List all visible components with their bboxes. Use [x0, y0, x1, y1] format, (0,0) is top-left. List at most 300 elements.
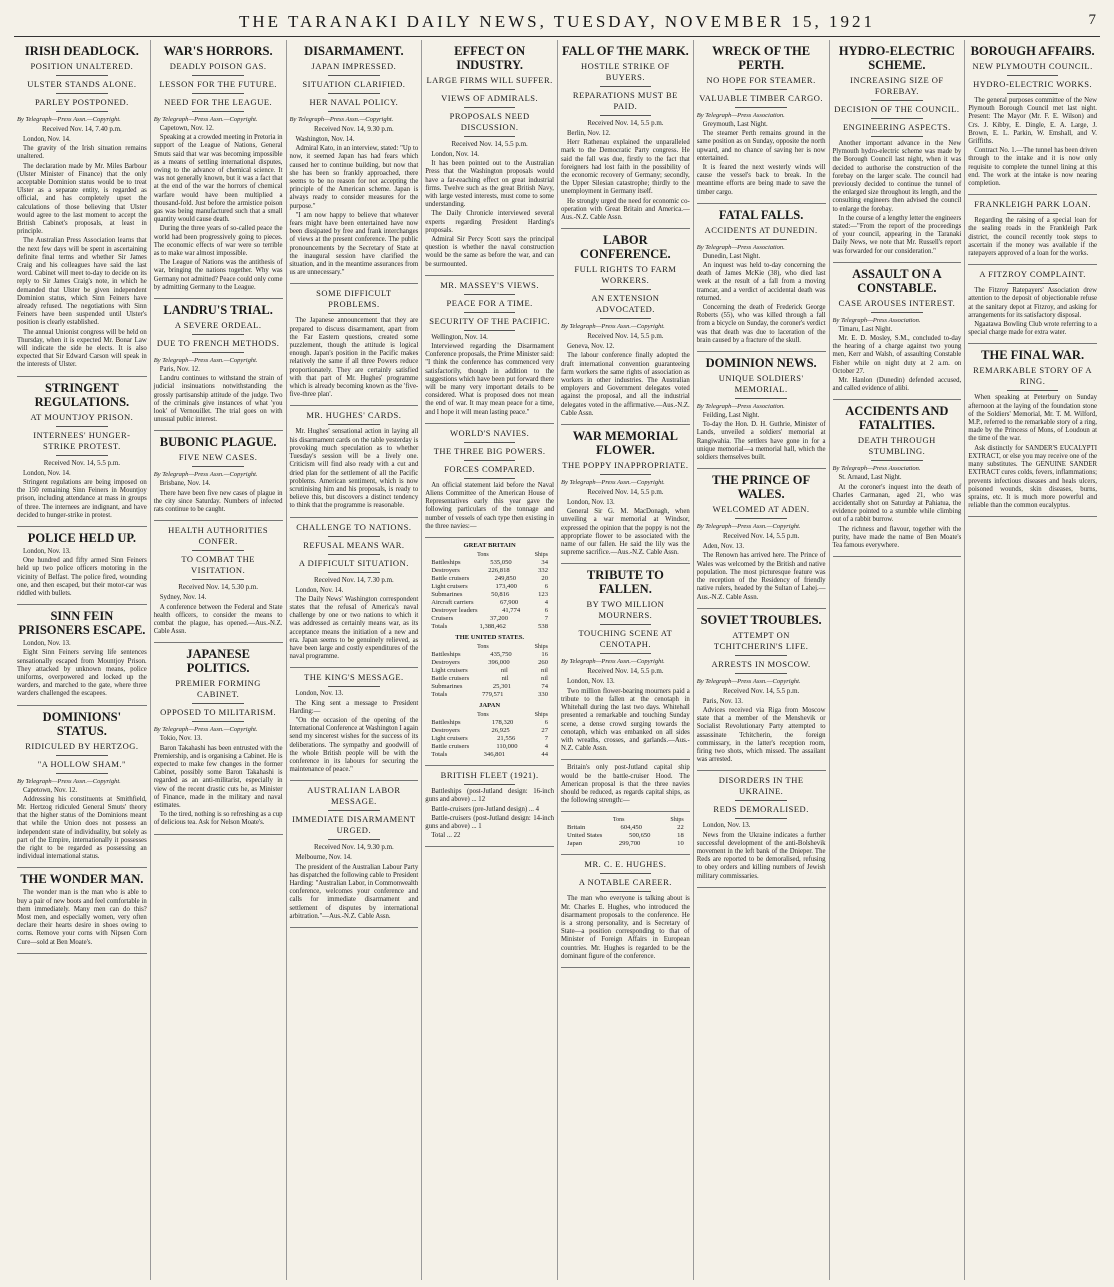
article-subheading: RIDICULED BY HERTZOG.	[25, 740, 139, 751]
article-body	[17, 640, 147, 698]
divider-rule	[464, 442, 516, 443]
article-body	[17, 136, 147, 370]
divider-rule	[600, 653, 652, 654]
fleet-cell: 4	[544, 743, 548, 751]
article-separator	[833, 556, 962, 557]
divider-rule	[192, 579, 244, 580]
article-separator	[425, 537, 554, 538]
fleet-header: Ships	[534, 712, 548, 719]
article-separator	[561, 424, 690, 425]
fleet-cell: Light cruisers	[431, 583, 468, 591]
article-paragraph: The Renown has arrived here. The Prince of Wales was welcomed by the British and native population. The most picturesque feature was the reception of the Residency of friendly native rulers, headed by the Sultan of Lahej.—Aus.-N.Z. Cable Assn.	[696, 552, 826, 601]
ratio-cell: United States	[567, 832, 603, 840]
article-separator	[561, 228, 690, 229]
fleet-cell: 249,850	[494, 575, 516, 583]
article-paragraph: An official statement laid before the Naval Aliens Committee of the American House of Representatives early this year gave the following particulars of the tonnage and number of vessels of each type then existing in the three navies:—	[425, 481, 554, 530]
fleet-cell: 346,801	[483, 751, 506, 759]
article-body	[290, 428, 419, 510]
article-body	[290, 690, 419, 774]
divider-rule	[192, 352, 244, 353]
article-subheading: FULL RIGHTS TO FARM WORKERS.	[574, 264, 677, 286]
article-body	[290, 317, 419, 399]
fleet-row	[431, 607, 548, 615]
divider-rule	[56, 426, 108, 427]
fleet-row	[431, 591, 548, 599]
article-paragraph: During the three years of so-called peace the world had been progressively going to pieces. The economic effects of war were so terrible as to make war almost impossible.	[153, 225, 283, 258]
fleet-row	[431, 559, 548, 567]
article-separator	[425, 765, 554, 766]
article-paragraph: The King sent a message to President Harding:—	[289, 699, 419, 715]
masthead	[14, 10, 1100, 37]
divider-rule	[735, 107, 787, 108]
article-subheading: THE POPPY INAPPROPRIATE.	[562, 460, 689, 471]
received-time: Received Nov. 14, 5.5 p.m.	[587, 332, 664, 341]
article-body	[561, 130, 690, 222]
article-headline: LANDRU'S TRIAL.	[163, 303, 273, 318]
article-byline: By Telegraph—Press Assn.—Copyright.	[696, 677, 801, 685]
article-separator	[154, 298, 283, 299]
fleet-cell: Submarines	[431, 591, 463, 599]
article-paragraph: London, Nov. 13.	[567, 678, 615, 686]
article-paragraph: Aden, Nov. 13.	[702, 543, 745, 551]
divider-rule	[192, 721, 244, 722]
divider-rule	[328, 111, 380, 112]
article-subheading: WELCOMED AT ADEN.	[712, 504, 810, 515]
article-paragraph: The annual Unionist congress will be held on Thursday, when it is expected Mr. Bonar Law will indicate the side he elects. It is also expected that Sir Edward Carson will speak in the interests of Ulster.	[17, 328, 147, 369]
article-paragraph: The Daily News' Washington correspondent states that the refusal of America's naval challenge by one or two nations to which it was addressed as certainly means war, as its acceptance means the initiation of a new and era. Japan seems to be genuinely relieved, as have been large and costly expenditures of the naval programme.	[289, 595, 419, 661]
article	[17, 531, 147, 598]
article	[425, 428, 554, 531]
article-paragraph: Speaking at a crowded meeting in Pretoria in support of the League of Nations, General Smuts said that war was becoming impossible as a means of settling international disputes, owing to the advance of chemical science. It was not generally known, but it was a fact that at the end of the war the horrors of chemical warfare would have been multiplied a thousand-fold. Just before the armistice poison gas was being manufactured such that a small quantity would cause death.	[153, 134, 283, 224]
received-time: Received Nov. 14, 9.30 p.m.	[313, 843, 394, 852]
article	[968, 199, 1097, 258]
fleet-cell: 16	[541, 651, 548, 659]
article-separator	[968, 343, 1097, 344]
article	[561, 44, 690, 222]
article-paragraph: London, Nov. 14.	[295, 586, 344, 594]
article-paragraph: The labour conference finally adopted the draft international convention guaranteeing farm workers the same rights of association as workers in other industries. The Australian employers and Government delegates voted against the proposal, and all the industrial delegates voted in the affirmative.—Aus.-N.Z. Cable Assn.	[561, 352, 690, 417]
column-2	[150, 40, 286, 1280]
article-body	[154, 366, 283, 424]
article-subheading: AN EXTENSION ADVOCATED.	[591, 293, 660, 315]
divider-rule	[56, 455, 108, 456]
article-paragraph: Paris, Nov. 12.	[159, 366, 200, 374]
fleet-cell: 110,000	[496, 743, 518, 751]
divider-rule	[328, 810, 380, 811]
article-subheading: SECURITY OF THE PACIFIC.	[429, 315, 551, 326]
article-paragraph: Greymouth, Last Night.	[702, 121, 768, 128]
column-4	[421, 40, 557, 1280]
article-headline: TRIBUTE TO FALLEN.	[586, 568, 664, 597]
article-paragraph: One hundred and fifty armed Sinn Feiners held up two police officers motoring in the vicinity of Belfast. The police fired, wounding one, and then escaped, but their motor-car was riddled with bullets.	[17, 557, 147, 597]
fleet-cell: 538	[538, 623, 548, 631]
fleet-cell: Battle cruisers	[431, 743, 470, 751]
received-time: Received Nov. 14, 5.5 p.m.	[722, 686, 800, 695]
article-separator	[425, 846, 554, 847]
article-subheading: CHALLENGE TO NATIONS.	[296, 521, 412, 532]
fleet-cell: 330	[538, 691, 548, 699]
article	[425, 280, 554, 417]
article-subheading: REDS DEMORALISED.	[713, 804, 809, 815]
fleet-row	[431, 667, 548, 675]
article-separator	[561, 854, 690, 855]
fleet-header: Tons	[477, 644, 489, 651]
fleet-cell: 20	[541, 575, 548, 583]
article-separator	[561, 759, 690, 760]
article-subheading: INCREASING SIZE OF FOREBAY.	[850, 75, 944, 96]
article-paragraph: When speaking at Peterbury on Sunday afternoon at the laying of the foundation stone of the Soldiers' Memorial, Mr. T. M. Wilford, M.P., referred to the remarkable story of a ring, made by the Princess of Mons, of Loudoun at the time of the war.	[968, 394, 1097, 443]
article-paragraph: To-day the Hon. D. H. Guthrie, Minister of Lands, unveiled a soldiers' memorial at Rangiwahia. The settlers have gone in for a unique memorial—a memorial hall, which the soldiers themselves built.	[696, 421, 826, 462]
fleet-cell: Destroyers	[431, 567, 460, 575]
divider-rule	[464, 330, 516, 331]
fleet-cell: 26,925	[491, 727, 510, 735]
article-headline: THE WONDER MAN.	[20, 872, 144, 887]
fleet-cell: 332	[538, 567, 548, 575]
article-paragraph: Contract No. 1.—The tunnel has been driven through to the intake and it is now only requisite to complete the tunnel lining at this end. The work at the intake is now nearing completion.	[968, 147, 1097, 188]
column-6	[693, 40, 829, 1280]
ratio-cell: 500,650	[629, 832, 651, 840]
article-separator	[290, 405, 419, 406]
article-headline: DOMINION NEWS.	[705, 356, 817, 371]
divider-rule	[735, 518, 787, 519]
article-body	[697, 253, 826, 345]
article	[17, 872, 147, 946]
article-headline: IRISH DEADLOCK.	[24, 44, 139, 58]
article-byline: By Telegraph—Press Association.	[696, 403, 785, 411]
article	[17, 381, 147, 520]
divider-rule	[192, 466, 244, 467]
article-paragraph: Battle-cruisers (pre-Jutland design) ... 4	[431, 805, 540, 813]
article-headline: WAR MEMORIAL FLOWER.	[572, 429, 678, 458]
article-paragraph: London, Nov. 13.	[702, 822, 751, 830]
divider-rule	[328, 424, 380, 425]
fleet-cell: nil	[541, 675, 548, 683]
article-paragraph: The Daily Chronicle interviewed several experts regarding President Harding's proposals.	[425, 210, 554, 234]
article-subheading: BRITISH FLEET (1921).	[440, 770, 539, 781]
divider-rule	[735, 818, 787, 819]
article-subheading: NEED FOR THE LEAGUE.	[164, 97, 273, 107]
article-paragraph: Concerning the death of Frederick George Roberts (55), who was killed through a fall from a bicycle on Sunday, the coroner's verdict was that death was due to laceration of the brain caused by a fracture of the skull.	[696, 304, 826, 344]
article-paragraph: Mr. E. D. Mosley, S.M., concluded to-day the hearing of a charge against two young men, Kerr and Walsh, of assaulting Constable Fisher while on night duty at 2 a.m. on October 27.	[832, 335, 962, 375]
article-body	[561, 678, 690, 753]
received-time: Received Nov. 14, 7.30 p.m.	[313, 575, 394, 584]
article	[561, 568, 690, 753]
fleet-cell: Cruisers	[431, 615, 454, 623]
article-body	[561, 764, 690, 805]
divider-rule	[56, 111, 108, 112]
article-subheading: HOSTILE STRIKE OF BUYERS.	[580, 61, 670, 82]
article-body	[833, 326, 962, 394]
article-body	[968, 287, 1097, 337]
article-paragraph: Wellington, Nov. 14.	[431, 333, 488, 341]
article-body	[833, 140, 962, 256]
article-subheading: ENGINEERING ASPECTS.	[842, 122, 951, 132]
article-separator	[17, 604, 147, 605]
fleet-cell: 25,301	[492, 683, 511, 691]
fleet-cell: 535,050	[490, 559, 512, 567]
divider-rule	[871, 100, 923, 101]
divider-rule	[600, 318, 652, 319]
article-paragraph: Washington, Nov. 14.	[295, 136, 355, 143]
article-subheading: REPARATIONS MUST BE PAID.	[572, 90, 678, 111]
article-subheading: LARGE FIRMS WILL SUFFER.	[426, 75, 553, 85]
article-paragraph: The richness and flavour, together with the purity, have made the name of Ben Moate's Tea famous everywhere.	[832, 525, 962, 550]
article-subheading: FORCES COMPARED.	[444, 463, 536, 474]
article-subheading: HYDRO-ELECTRIC WORKS.	[973, 79, 1093, 89]
fleet-cell: Totals	[431, 623, 448, 631]
article-headline: THE PRINCE OF WALES.	[712, 473, 811, 502]
article	[290, 785, 419, 921]
article-subheading: DEATH THROUGH STUMBLING.	[857, 435, 936, 457]
article-paragraph: Herr Rathenau explained the unparalleled mark to the Democratic Party congress. He said the fall was due, firstly to the fact that foreigners had lost faith in the possibility of the economic recovery of Germany; secondly, the Upper Silesian catastrophe; thirdly to the unemployment in Germany itself.	[561, 139, 690, 196]
divider-rule	[735, 673, 787, 674]
article	[697, 44, 826, 197]
article	[697, 473, 826, 601]
article-separator	[833, 262, 962, 263]
divider-rule	[464, 312, 516, 313]
fleet-cell: Destroyers	[431, 727, 460, 735]
fleet-cell: Aircraft carriers	[431, 599, 474, 607]
fleet-row	[431, 575, 548, 583]
article-paragraph: In the course of a lengthy letter the engineers stated:—"From the report of the proceedings of your council, appearing in the Taranaki Daily News, we note that Mr. Russell's report was forwarded for our consideration."	[832, 214, 962, 255]
divider-rule	[464, 107, 516, 108]
article	[425, 44, 554, 269]
ratio-header: Tons	[612, 817, 625, 824]
article-separator	[290, 283, 419, 284]
fleet-cell: Battleships	[431, 651, 461, 659]
article	[17, 609, 147, 698]
received-time: Received Nov. 14, 5.5 p.m.	[722, 532, 800, 541]
article-subheading: ACCIDENTS AT DUNEDIN.	[704, 224, 818, 235]
article-paragraph: Regarding the raising of a special loan for the sealing roads in the Frankleigh Park district, the council recently took steps to ascertain if the money was available if the ratepayers approved of a loan for the works.	[968, 217, 1097, 258]
article-byline: By Telegraph—Press Association.	[832, 465, 921, 473]
article-body	[425, 334, 554, 417]
article-separator	[290, 517, 419, 518]
article-subheading: "A HOLLOW SHAM."	[37, 758, 126, 769]
divider-rule	[192, 703, 244, 704]
article-paragraph: London, Nov. 14.	[431, 151, 479, 158]
article-byline: By Telegraph—Press Assn.—Copyright.	[561, 479, 665, 487]
ratio-cell: 10	[677, 840, 684, 848]
divider-rule	[328, 93, 380, 94]
article-paragraph: Admiral Kato, in an interview, stated: "Up to now, it seemed Japan has had fears which caused her to continue building, but now that she has been so frankly approached, there seems to be no reason for not accepting the principle of the American scheme. Japan is always ready to consider measures for the purpose."	[289, 145, 419, 210]
article-paragraph: It has been pointed out to the Australian Press that the Washington proposals would have a far-reaching effect on great industrial firms. Twelve such as the great British Navy, with large vested interests, must come to some understanding.	[425, 160, 554, 209]
article-paragraph: The League of Nations was the antithesis of war, bringing the nations together. Why was Germany not admitted? Peace could only come by admitting Germany to the League.	[153, 259, 283, 291]
fleet-cell: Battleships	[431, 719, 461, 727]
article-subheading: WORLD'S NAVIES.	[450, 427, 530, 438]
divider-rule	[871, 136, 923, 137]
article-byline: By Telegraph—Press Assn.—Copyright.	[153, 116, 258, 123]
fleet-row	[431, 651, 548, 659]
article-body	[968, 394, 1097, 510]
divider-rule	[735, 89, 787, 90]
fleet-header-row	[431, 711, 548, 719]
divider-rule	[600, 86, 652, 87]
divider-rule	[464, 478, 516, 479]
article-headline: JAPANESE POLITICS.	[186, 647, 250, 676]
divider-rule	[735, 800, 787, 801]
fleet-row	[431, 583, 548, 591]
article-paragraph: "On the occasion of the opening of the International Conference at Washington I again send my sincerest wishes for the success of its deliberations. The sympathy and goodwill of the whole British people will be with the conference in its labours for securing the maintenance of peace."	[289, 716, 419, 774]
divider-rule	[328, 686, 380, 687]
article-subheading: ATTEMPT ON TCHITCHERIN'S LIFE.	[713, 629, 809, 651]
article-subheading: THE KING'S MESSAGE.	[304, 672, 404, 683]
divider-rule	[464, 294, 516, 295]
article-separator	[968, 516, 1097, 517]
article-paragraph: At the coroner's inquest into the death of Charles Carmanan, aged 21, who was accidentally shot on Saturday at Pahiatua, the evidence pointed to a stumble while climbing out of a rabbit burrow.	[832, 483, 962, 524]
article-byline: By Telegraph—Press Assn.—Copyright.	[17, 116, 121, 123]
column-7	[829, 40, 965, 1280]
article-subheading: POSITION UNALTERED.	[30, 61, 134, 71]
ratio-cell: Japan	[567, 840, 583, 848]
received-time: Received Nov. 14, 7.40 p.m.	[41, 125, 122, 133]
article-paragraph: Capetown, Nov. 12.	[159, 125, 214, 132]
article-paragraph: Paris, Nov. 13.	[702, 697, 743, 705]
fleet-table	[431, 634, 548, 699]
article	[425, 770, 554, 840]
fleet-header: Ships	[534, 552, 548, 559]
article-subheading: HEALTH AUTHORITIES CONFER.	[168, 525, 269, 547]
fleet-row	[431, 683, 548, 691]
article-paragraph: The general purposes committee of the New Plymouth Borough Council met last night. Present: The Mayor (Mr. F. E. Wilson) and Crs. J. Kibby, E. Dingle, E. A. Large, J. Brown, E. L. Parkin, W. Emshall, and V. Griffiths.	[968, 97, 1097, 146]
fleet-row	[431, 743, 548, 751]
article-paragraph: London, Nov. 13.	[295, 690, 344, 698]
article-subheading: REFUSAL MEANS WAR.	[303, 539, 405, 550]
article	[561, 764, 690, 805]
article-headline: STRINGENT REGULATIONS.	[34, 380, 130, 409]
article	[561, 816, 690, 848]
fleet-cell: 4	[544, 599, 548, 607]
article-body	[968, 97, 1097, 188]
article-subheading: FIVE NEW CASES.	[178, 452, 258, 463]
fleet-cell: Totals	[431, 691, 448, 699]
fleet-cell: Totals	[431, 751, 448, 759]
article-paragraph: General Sir G. M. MacDonagh, when unveiling a war memorial at Windsor, expressed the opinion that the poppy is not the appropriate flower to be associated with the name of our fallen. He said the lily was the supreme sacrifice.—Aus.-N.Z. Cable Assn.	[561, 508, 690, 557]
article-subheading: PROPOSALS NEED DISCUSSION.	[449, 111, 530, 132]
article-paragraph: Mr. Hughes' sensational action in laying all his disarmament cards on the table yesterday is provoking much speculation as to whether Tuesday's session will be a lively one. Criticism will find also ready with a cut and dried plan for the settlement of all the Pacific problems. American sentiment, which is now scrutinising him and his proposals, is ready to believe this, but discovers a distinct tendency to think that the programme is reasonable.	[289, 428, 419, 510]
fleet-cell: Light cruisers	[431, 735, 468, 743]
article	[697, 775, 826, 880]
fleet-cell: 1,388,462	[479, 623, 506, 631]
article-subheading: ARRESTS IN MOSCOW.	[711, 658, 811, 669]
ratio-header-row	[567, 816, 684, 824]
article-separator	[697, 887, 826, 888]
article-headline: DISARMAMENT.	[304, 44, 404, 58]
article-body	[154, 125, 283, 292]
article-paragraph: The declaration made by Mr. Miles Barbour (Ulster Minister of Finance) that the only acceptable Dominion status would be to treat Ulster as a separate entity, is regarded as official, and has completely upset the calculations of those believing that Ulster would agree to the last moment to accept the British Cabinet's proposals, at least in principle.	[17, 162, 147, 236]
article	[833, 404, 962, 550]
article-body	[290, 136, 419, 277]
fleet-total-row	[431, 751, 548, 759]
article-headline: HYDRO-ELECTRIC SCHEME.	[838, 44, 955, 72]
fleet-header: Tons	[477, 712, 489, 719]
article-separator	[290, 780, 419, 781]
divider-rule	[328, 75, 380, 76]
article-headline: ASSAULT ON A CONSTABLE.	[852, 266, 942, 295]
article-paragraph: The Japanese announcement that they are prepared to discuss disarmament, apart from the Far Eastern questions, created some puzzlement, though the attitude is logical enough. Japan's position in the Pacific makes relatively the same if all three Powers reduce proportionately. They are certainly satisfied with that part of Mr. Hughes' programme which is already becoming known as the 'five-five-three plan'.	[289, 317, 419, 399]
article-byline: By Telegraph—Press Assn.—Copyright.	[153, 471, 258, 479]
article-separator	[968, 264, 1097, 265]
received-time: Received Nov. 14, 5.5 p.m.	[43, 458, 121, 467]
article	[425, 542, 554, 759]
article	[968, 348, 1097, 510]
article-paragraph: Another important advance in the New Plymouth hydro-electric scheme was made by the Borough Council last night, when it was decided to authorise the construction of the forebay on the larger scale. The council had previously decided to continue the tunnel of the enlarged size throughout its length, and the consulting engineers then advised the council to enlarge the forebay.	[832, 140, 962, 213]
article-subheading: PARLEY POSTPONED.	[34, 97, 129, 107]
article-subheading: IMMEDIATE DISARMAMENT URGED.	[292, 814, 416, 836]
column-3	[286, 40, 422, 1280]
fleet-total-row	[431, 691, 548, 699]
article-paragraph: Landru continues to withstand the strain of judicial insinuations notwithstanding the grossly partisanship attitude of the judge. Two of the criminals give instances of what 'you look' of Vernouillet. The trial goes on with unusual public interest.	[153, 375, 283, 424]
article-separator	[561, 563, 690, 564]
fleet-cell: 27	[541, 727, 548, 735]
article-paragraph: To the tired, nothing is so refreshing as a cup of delicious tea. Ask for Nelson Moate's.	[153, 811, 283, 827]
article-paragraph: The wonder man is the man who is able to buy a pair of new boots and feel comfortable in them immediately. Many men can do this? Most men, and especially women, very often declare their hearts desire in shoes owing to corns. Remove your corns with Nipsen Corn Cure—sold at Ben Moate's.	[17, 889, 147, 946]
article	[154, 435, 283, 514]
fleet-table	[431, 702, 548, 759]
article-body	[290, 854, 419, 921]
article-paragraph: Stringent regulations are being imposed on the 150 remaining Sinn Feiners in Mountjoy prison, including attendance at mass in groups of three. The internees are indignant, and have decided to hunger-strike in protest.	[17, 478, 147, 519]
article-subheading: UNIQUE SOLDIERS' MEMORIAL.	[718, 373, 804, 395]
fleet-cell: 6	[544, 719, 548, 727]
ratio-header: Ships	[670, 817, 684, 824]
article-subheading: PEACE FOR A TIME.	[446, 297, 533, 308]
article	[697, 208, 826, 345]
received-time: Received Nov. 14, 5.30 p.m.	[178, 583, 259, 592]
article-body	[17, 548, 147, 598]
article	[154, 44, 283, 292]
article-paragraph: London, Nov. 13.	[23, 640, 71, 648]
fleet-cell: 41,774	[502, 607, 521, 615]
fleet-cell: 226,818	[488, 567, 510, 575]
divider-rule	[464, 136, 516, 137]
fleet-cell: 6	[544, 583, 548, 591]
article-paragraph: London, Nov. 13.	[567, 499, 615, 507]
article	[833, 44, 962, 256]
divider-rule	[600, 891, 652, 892]
fleet-row	[431, 727, 548, 735]
article-byline: By Telegraph—Press Assn.—Copyright.	[696, 523, 801, 531]
divider-rule	[1007, 93, 1059, 94]
article-paragraph: Melbourne, Nov. 14.	[295, 854, 352, 862]
fleet-row	[431, 615, 548, 623]
article	[697, 356, 826, 462]
article-body	[17, 470, 147, 520]
article-separator	[290, 667, 419, 668]
divider-rule	[600, 289, 652, 290]
fleet-header-row	[431, 551, 548, 559]
article-paragraph: Battleships (post-Jutland design: 16-inch guns and above) ... 12	[425, 788, 554, 804]
article	[561, 429, 690, 557]
ratio-cell: 604,450	[620, 824, 642, 832]
article-paragraph: Britain's only post-Jutland capital ship would be the battle-cruiser Hood. The American proposal is that the three navies should be reduced, as regards capital ships, as the following strength:—	[561, 764, 690, 805]
article-headline: FALL OF THE MARK.	[561, 44, 689, 58]
article-subheading: OPPOSED TO MILITARISM.	[160, 707, 277, 718]
article-byline: By Telegraph—Press Association.	[832, 316, 921, 324]
fleet-cell: nil	[500, 667, 508, 675]
article-body	[697, 698, 826, 765]
article-separator	[290, 927, 419, 928]
divider-rule	[328, 572, 380, 573]
divider-rule	[600, 474, 652, 475]
divider-rule	[735, 239, 787, 240]
article-paragraph: Timaru, Last Night.	[838, 325, 893, 333]
article-headline: BOROUGH AFFAIRS.	[970, 44, 1095, 58]
article-byline: By Telegraph—Press Assn.—Copyright.	[561, 323, 665, 331]
article-subheading: MR. MASSEY'S VIEWS.	[440, 279, 539, 290]
article-paragraph: Two million flower-bearing mourners paid a tribute to the fallen at the cenotaph in Whitehall during the last two days. Whitehall presented a remarkable and touching Sunday scene, a dense crowd surging towards the cenotaph, which was embanked on all sides with wreaths, crosses, and garlands.—Aus.-N.Z. Cable Assn.	[561, 687, 690, 753]
article-paragraph: Addressing his constituents at Smithfield, Mr. Hertzog ridiculed General Smuts' theory that the higher status of the Dominions meant that while the Union does not possess an independent state of individuality, but solely as part of the Empire, internationally it possesses the right to be regarded as possessing an individual international status.	[17, 795, 147, 861]
divider-rule	[871, 312, 923, 313]
